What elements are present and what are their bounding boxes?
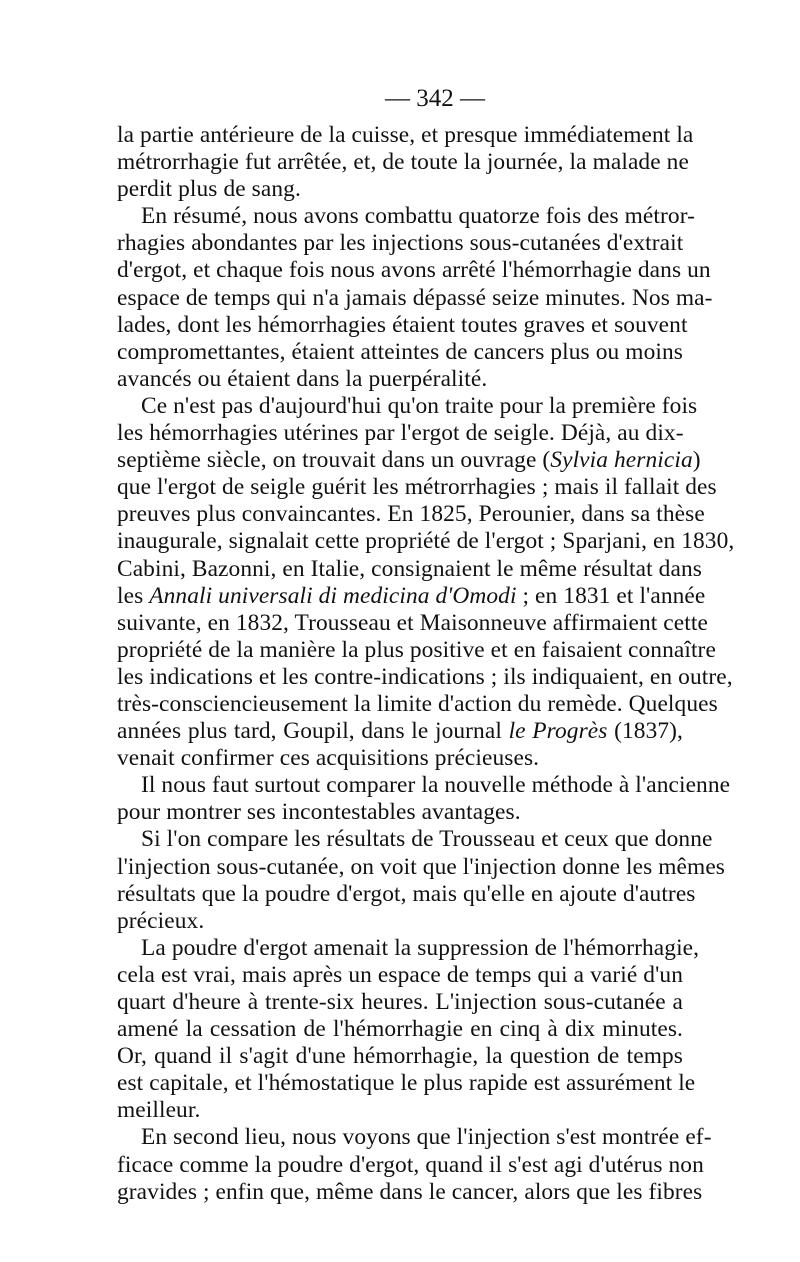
text-line: cela est vrai, mais après un espace de temps qui a varié d'un <box>117 961 683 988</box>
page-number: — 342 — <box>385 85 485 112</box>
text-line: Ce n'est pas d'aujourd'hui qu'on traite pour la première fois <box>141 392 698 419</box>
italic-title: Sylvia hernicia <box>550 447 693 474</box>
text-line: la partie antérieure de la cuisse, et presque immédiatement la <box>117 122 694 148</box>
body-text <box>117 122 735 1206</box>
text-line: Or, quand il s'agit d'une hémorrhagie, la question de temps <box>117 1043 683 1070</box>
text-line: Si l'on compare les résultats de Trousseau et ceux que donne <box>141 826 713 853</box>
text-line: les hémorrhagies utérines par l'ergot de seigle. Déjà, au dix- <box>117 420 684 447</box>
text-line: septième siècle, on trouvait dans un ouvrage (Sylvia hernicia) <box>117 447 701 474</box>
text-line: rhagies abondantes par les injections sous-cutanées d'extrait <box>117 230 684 257</box>
text-line: résultats que la poudre d'ergot, mais qu'elle en ajoute d'autres <box>117 880 696 907</box>
text-line: compromettantes, étaient atteintes de cancers plus ou moins <box>117 338 683 365</box>
paragraph <box>117 826 725 934</box>
paragraph <box>117 392 735 772</box>
paragraph <box>117 934 700 1125</box>
text-line: lades, dont les hémorrhagies étaient toutes graves et souvent <box>117 311 688 338</box>
text-line: quart d'heure à trente-six heures. L'injection sous-cutanée a <box>117 989 683 1015</box>
text-line: amené la cessation de l'hémorrhagie en cinq à dix minutes. <box>117 1016 683 1043</box>
text-line: l'injection sous-cutanée, on voit que l'injection donne les mêmes <box>117 853 725 880</box>
text-line: que l'ergot de seigle guérit les métrorrhagies ; mais il fallait des <box>117 474 717 501</box>
paragraph <box>117 772 731 826</box>
text-line: suivante, en 1832, Trousseau et Maisonneuve affirmaient cette <box>117 609 708 636</box>
text-line: pour montrer ses incontestables avantages. <box>117 799 521 826</box>
text-line: La poudre d'ergot amenait la suppression de l'hémorrhagie, <box>141 934 700 961</box>
text-line: les Annali universali di medicina d'Omodi ; en 1831 et l'année <box>117 582 706 609</box>
text-line: les indications et les contre-indications ; ils indiquaient, en outre, <box>117 663 733 690</box>
book-page <box>117 84 735 1206</box>
text-line: Cabini, Bazonni, en Italie, consignaient le même résultat dans <box>117 555 702 582</box>
paragraph <box>117 203 713 393</box>
text-line: venait confirmer ces acquisitions précieuses. <box>117 745 540 772</box>
text-line: meilleur. <box>117 1097 201 1124</box>
paragraph <box>117 1124 712 1205</box>
text-line: est capitale, et l'hémostatique le plus rapide est assurément le <box>117 1070 696 1097</box>
text-line: perdit plus de sang. <box>117 176 301 203</box>
text-line: espace de temps qui n'a jamais dépassé seize minutes. Nos ma- <box>117 284 713 311</box>
paragraph <box>117 122 694 203</box>
text-line: précieux. <box>117 907 205 934</box>
text-line: inaugurale, signalait cette propriété de l'ergot ; Sparjani, en 1830, <box>117 528 735 555</box>
text-line: très-consciencieusement la limite d'action du remède. Quelques <box>117 690 718 717</box>
text-line: métrorrhagie fut arrêtée, et, de toute la journée, la malade ne <box>117 149 689 176</box>
text-line: ficace comme la poudre d'ergot, quand il s'est agi d'utérus non <box>117 1151 704 1178</box>
text-line: En résumé, nous avons combattu quatorze fois des métror- <box>141 203 696 230</box>
italic-title: Annali universali di medicina d'Omodi <box>149 582 517 609</box>
text-line: années plus tard, Goupil, dans le journal le Progrès (1837), <box>117 718 684 745</box>
italic-title: le Progrès <box>508 718 608 745</box>
text-line: preuves plus convaincantes. En 1825, Perounier, dans sa thèse <box>117 501 705 528</box>
text-line: d'ergot, et chaque fois nous avons arrêté l'hémorrhagie dans un <box>117 257 711 284</box>
text-line: En second lieu, nous voyons que l'injection s'est montrée ef- <box>141 1124 712 1151</box>
text-line: Il nous faut surtout comparer la nouvelle méthode à l'ancienne <box>141 772 731 799</box>
text-line: propriété de la manière la plus positive et en faisaient connaître <box>117 636 716 663</box>
text-line: avancés ou étaient dans la puerpéralité. <box>117 365 488 392</box>
text-line: gravides ; enfin que, même dans le cancer, alors que les fibres <box>117 1178 703 1205</box>
